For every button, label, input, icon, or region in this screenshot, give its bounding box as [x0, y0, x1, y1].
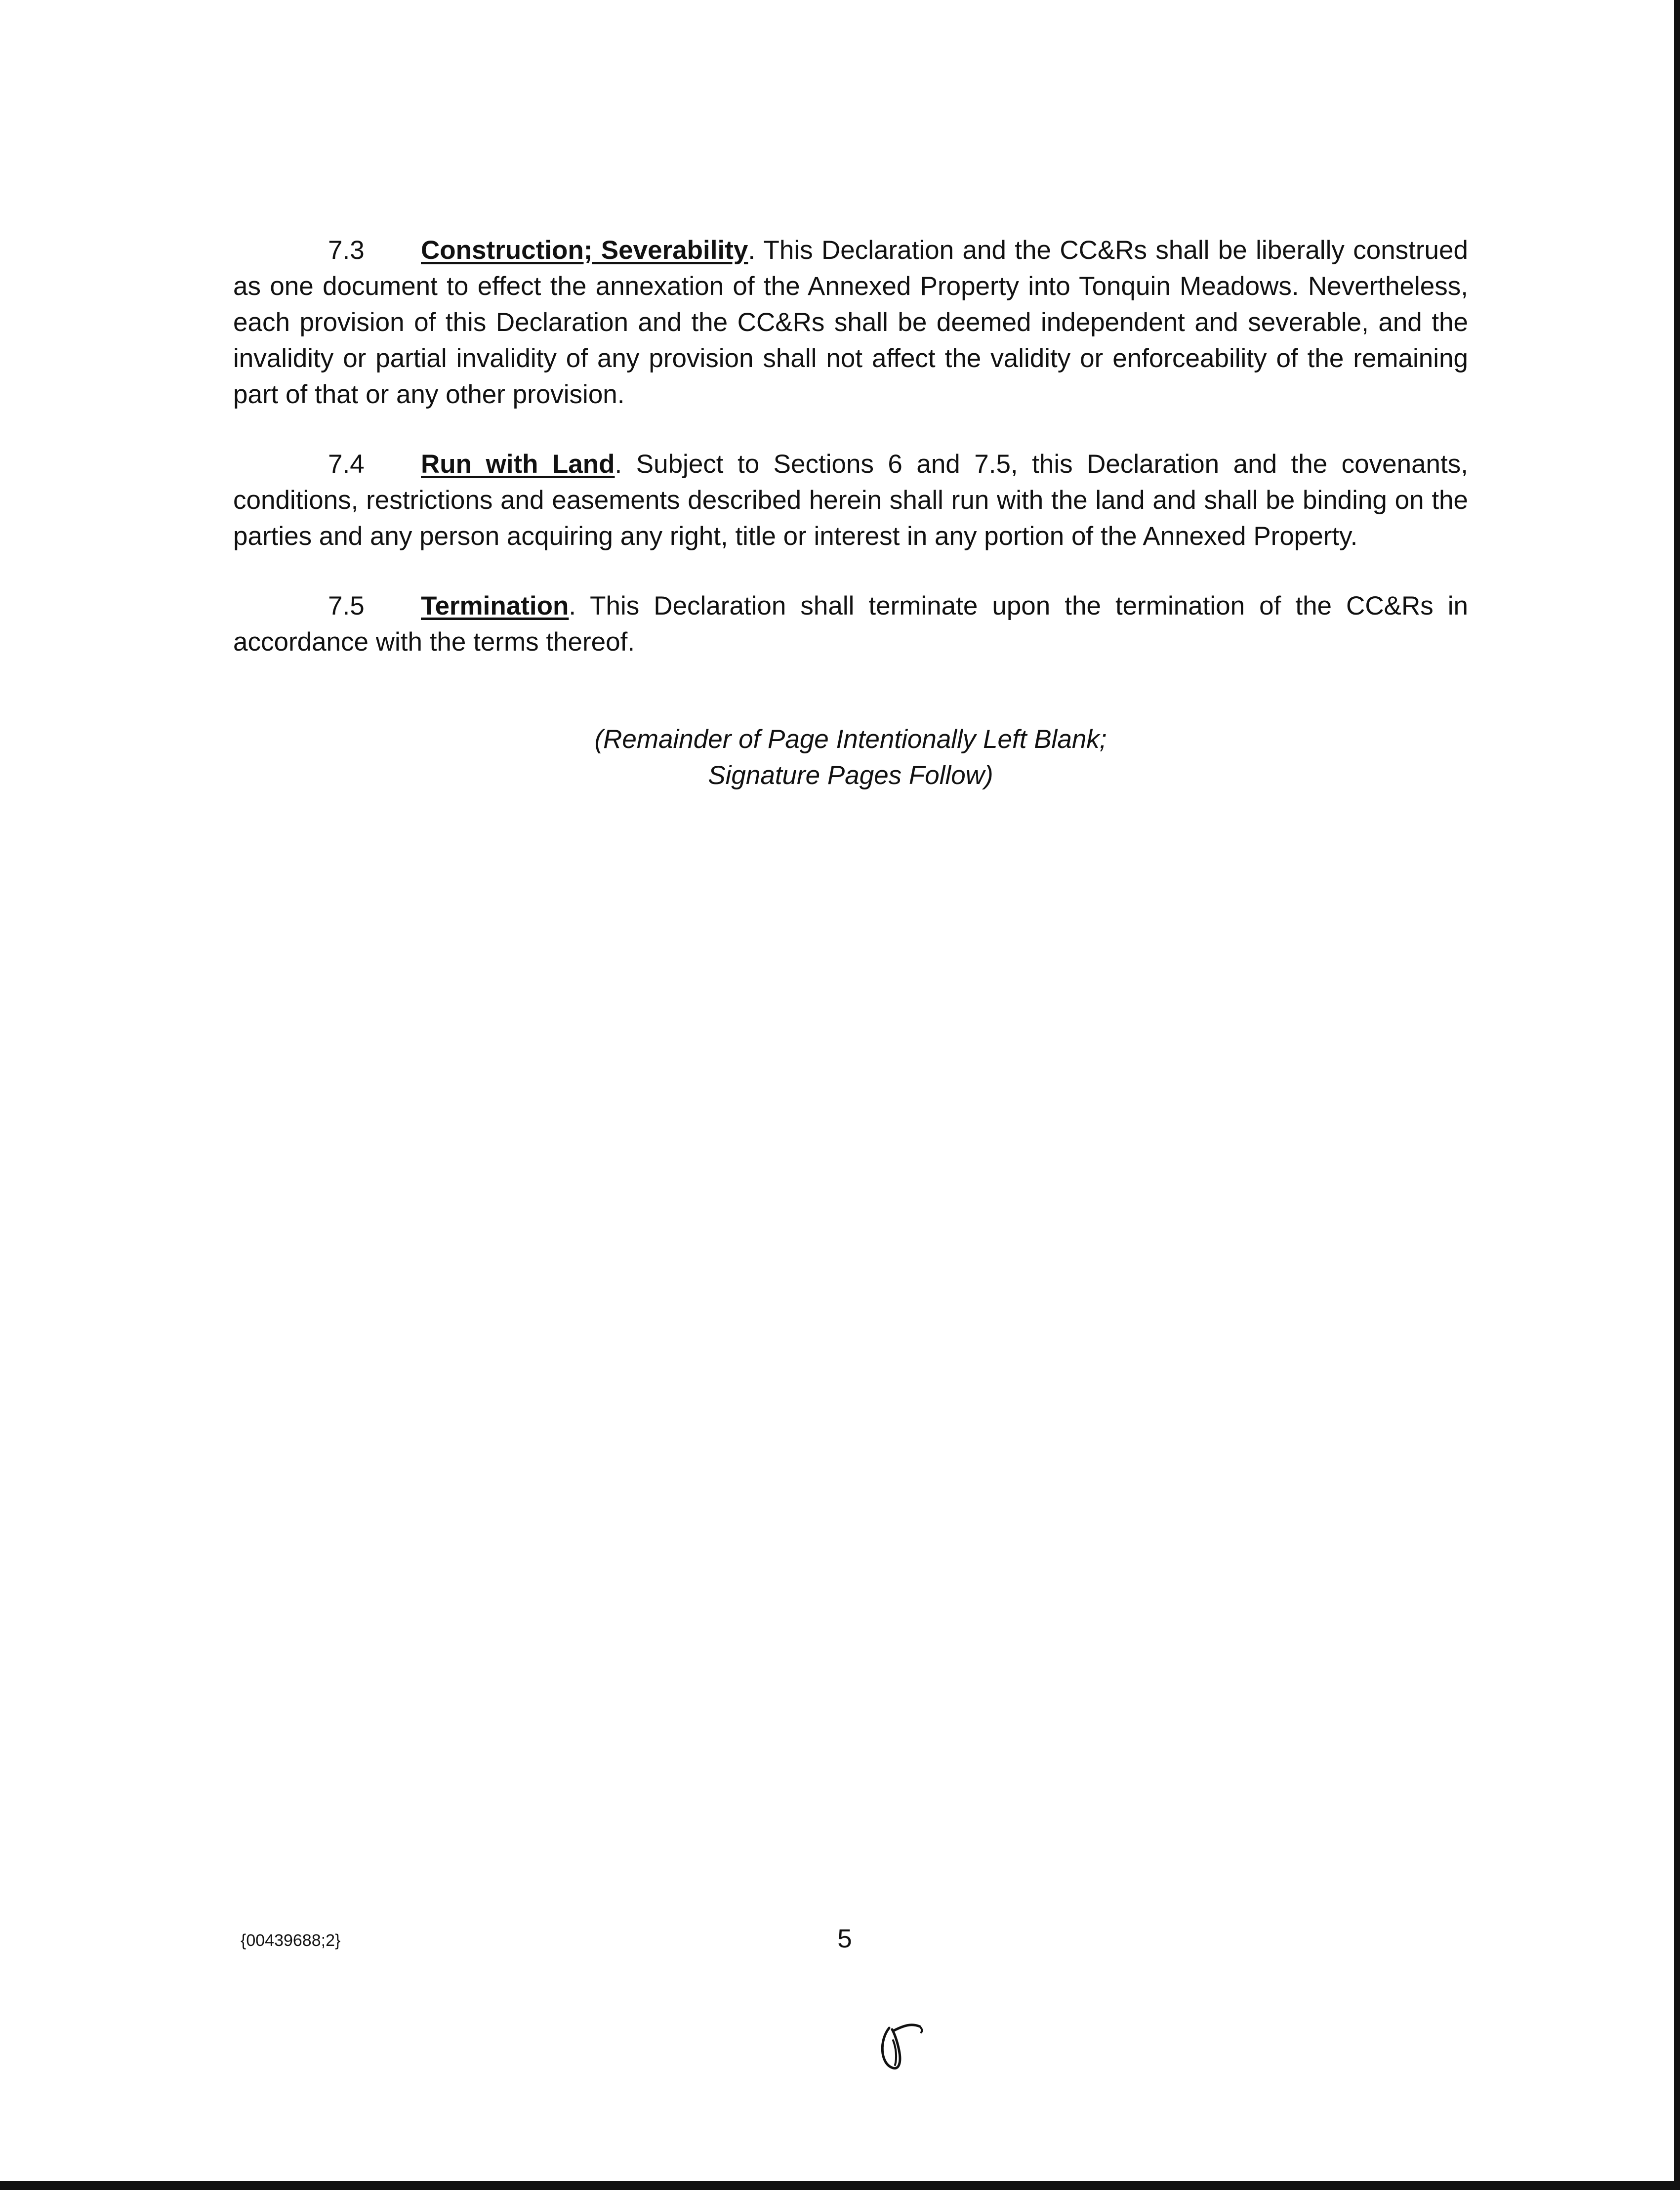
section-text: This Declaration and the CC&Rs shall be liberally construed as one document to effect the annexation of the Annexed Property into Tonquin Meadows. Nevertheless, each provision of this Declaration and the CC&Rs shall be deemed independent and severable, and the invalidity or partial invalidity of any provision shall not affect the validity or enforceability of the remaining part of that or any other provision.: [233, 236, 1468, 409]
section-7-3: [233, 232, 1468, 413]
section-7-5: [233, 588, 1468, 660]
remainder-note: [233, 721, 1468, 793]
section-heading-punct: .: [569, 591, 576, 620]
remainder-line-1: (Remainder of Page Intentionally Left Blank;: [594, 725, 1107, 754]
section-7-4: [233, 446, 1468, 554]
section-number: 7.4: [328, 450, 365, 479]
section-heading-punct: .: [748, 236, 756, 265]
remainder-line-2: Signature Pages Follow): [708, 761, 993, 790]
document-id: {00439688;2}: [241, 1931, 341, 1950]
section-number: 7.3: [328, 236, 365, 265]
section-heading: Run with Land: [421, 450, 615, 479]
section-heading: Construction; Severability: [421, 236, 748, 265]
section-text: Subject to Sections 6 and 7.5, this Declaration and the covenants, conditions, restrictions and easements described herein shall run with the land and shall be binding on the parties and any person acquiring any right, title or interest in any portion of the Annexed Property.: [233, 450, 1468, 551]
page-number: 5: [837, 1924, 852, 1953]
section-text: This Declaration shall terminate upon the termination of the CC&Rs in accordance with the terms thereof.: [233, 591, 1468, 657]
handwritten-initials-icon: [874, 2016, 934, 2080]
section-heading: Termination: [421, 591, 569, 620]
section-heading-punct: .: [615, 450, 622, 479]
document-body: [233, 232, 1468, 694]
section-number: 7.5: [328, 591, 365, 620]
